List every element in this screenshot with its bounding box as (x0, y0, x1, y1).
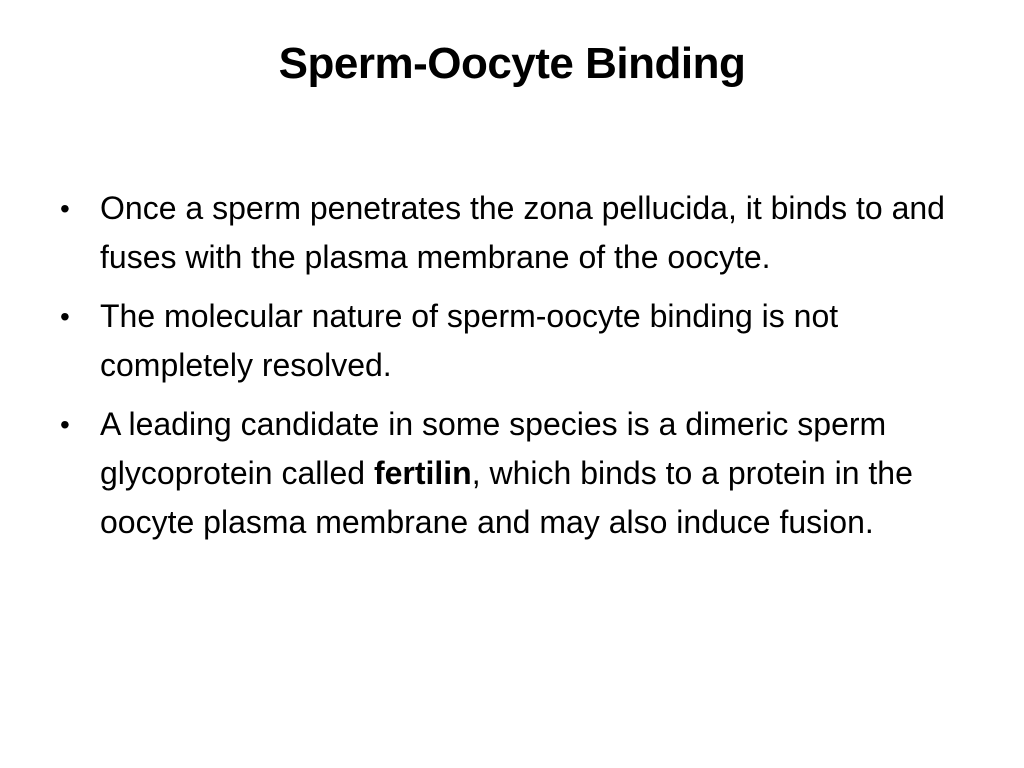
bullet-dot-icon: • (60, 409, 70, 440)
bullet-list (58, 184, 978, 557)
bullet-dot-icon: • (60, 301, 70, 332)
bullet-text-2: The molecular nature of sperm-oocyte binding is not completely resolved. (100, 298, 839, 383)
bullet-text-3-start: A leading candidate in some species is a dimeric sperm glycoprotein called (100, 406, 887, 491)
bullet-item-1 (58, 184, 978, 282)
bullet-text-1: Once a sperm penetrates the zona pellucida, it binds to and fuses with the plasma membrane of the oocyte. (100, 190, 945, 275)
bullet-item-2 (58, 292, 978, 390)
bullet-dot-icon: • (60, 193, 70, 224)
bullet-text-3-term: fertilin (373, 455, 472, 491)
slide-title: Sperm-Oocyte Binding (278, 39, 746, 88)
bullet-item-3 (58, 400, 978, 547)
bullet-text-3-end: , which binds to a protein in the oocyte plasma membrane and may also induce fusion. (100, 455, 913, 540)
